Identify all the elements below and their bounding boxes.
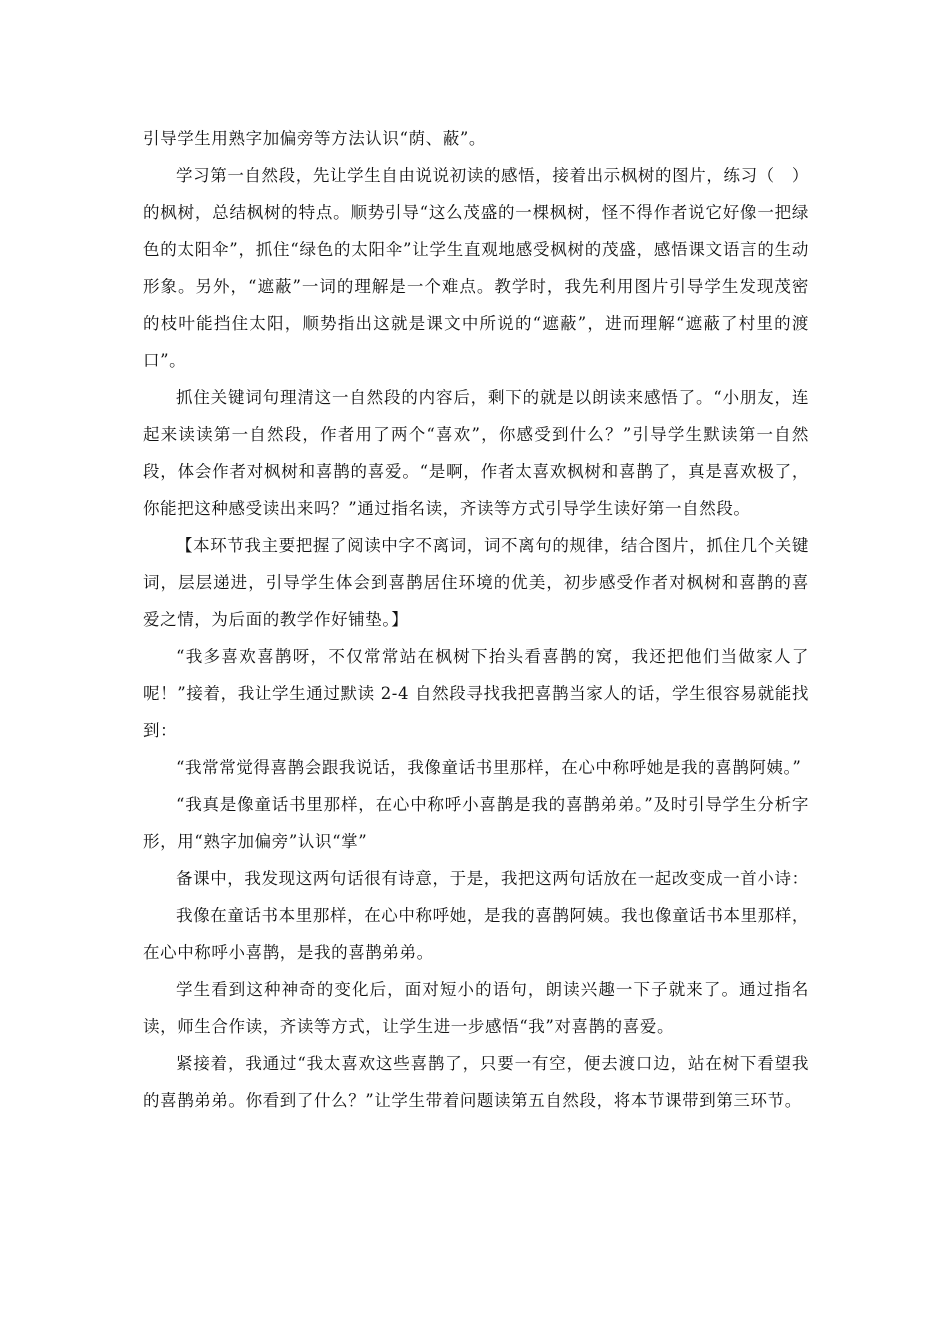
paragraph-8: 备课中，我发现这两句话很有诗意，于是，我把这两句话放在一起改变成一首小诗：	[176, 869, 809, 888]
paragraph-10: 学生看到这种神奇的变化后，面对短小的语句，朗读兴趣一下子就来了。通过指名读，师生合作读，齐读等方式，让学生进一步感悟“我”对喜鹊的喜爱。	[143, 980, 809, 1036]
paragraph-3: 抓住关键词句理清这一自然段的内容后，剩下的就是以朗读来感悟了。“小朋友，连起来读读第一自然段，作者用了两个“喜欢”，你感受到什么？”引导学生默读第一自然段，体会作者对枫树和喜鹊的喜爱。“是啊，作者太喜欢枫树和喜鹊了，真是喜欢极了，你能把这种感受读出来吗？”通过指名读，齐读等方式引导学生读好第一自然段。	[143, 388, 809, 518]
paragraph-11: 紧接着，我通过“我太喜欢这些喜鹊了，只要一有空，便去渡口边，站在树下看望我的喜鹊弟弟。你看到了什么？”让学生带着问题读第五自然段，将本节课带到第三环节。	[143, 1054, 809, 1110]
paragraph-6-quote: “我常常觉得喜鹊会跟我说话，我像童话书里那样，在心中称呼她是我的喜鹊阿姨。”	[176, 758, 802, 777]
paragraph-4-summary: 【本环节我主要把握了阅读中字不离词，词不离句的规律，结合图片，抓住几个关键词，层层递进，引导学生体会到喜鹊居住环境的优美，初步感受作者对枫树和喜鹊的喜爱之情，为后面的教学作好铺垫。】	[143, 536, 809, 629]
paragraph-7-quote: “我真是像童话书里那样，在心中称呼小喜鹊是我的喜鹊弟弟。”及时引导学生分析字形，用“熟字加偏旁”认识“掌”	[143, 795, 809, 851]
paragraph-2: 学习第一自然段，先让学生自由说说初读的感悟，接着出示枫树的图片，练习（ ）的枫树，总结枫树的特点。顺势引导“这么茂盛的一棵枫树，怪不得作者说它好像一把绿色的太阳伞”，抓住“绿色的太阳伞”让学生直观地感受枫树的茂盛，感悟课文语言的生动形象。另外，“遮蔽”一词的理解是一个难点。教学时，我先利用图片引导学生发现茂密的枝叶能挡住太阳，顺势指出这就是课文中所说的“遮蔽”，进而理解“遮蔽了村里的渡口”。	[143, 166, 809, 370]
paragraph-9-poem: 我像在童话书本里那样，在心中称呼她，是我的喜鹊阿姨。我也像童话书本里那样，在心中称呼小喜鹊，是我的喜鹊弟弟。	[143, 906, 809, 962]
paragraph-5: “我多喜欢喜鹊呀，不仅常常站在枫树下抬头看喜鹊的窝，我还把他们当做家人了呢！”接着，我让学生通过默读 2-4 自然段寻找我把喜鹊当家人的话，学生很容易就能找到：	[143, 647, 809, 740]
document-body	[143, 120, 809, 1119]
paragraph-1: 引导学生用熟字加偏旁等方法认识“荫、蔽”。	[143, 129, 486, 148]
